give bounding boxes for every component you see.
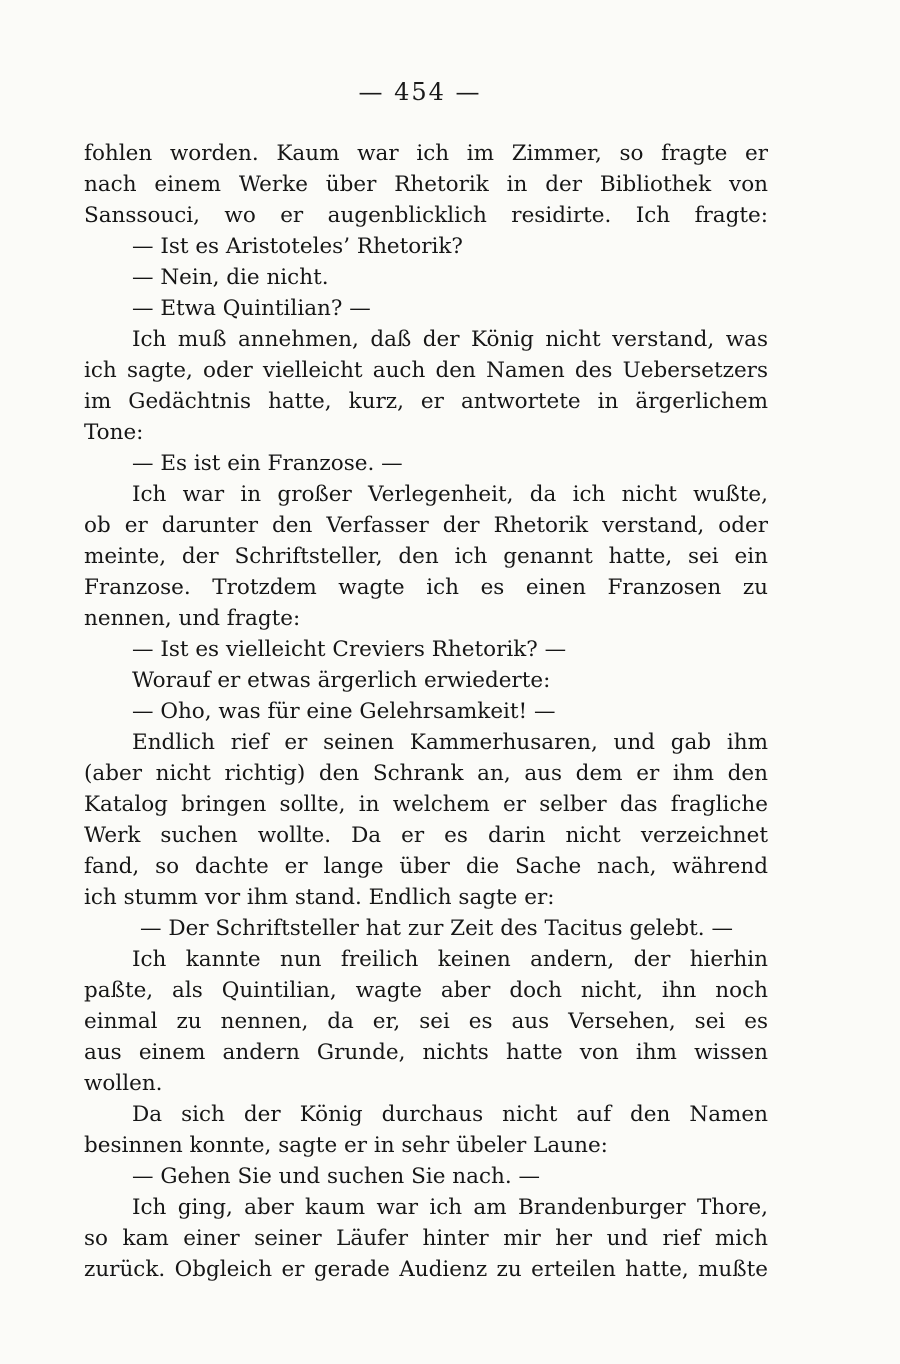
text-line: Werk suchen wollte. Da er es darin nicht verzeichnet — [84, 823, 768, 848]
paragraph-start-line: Ich muß annehmen, daß der König nicht verstand, was — [132, 327, 768, 352]
paragraph-start-line: Da sich der König durchaus nicht auf den Namen — [132, 1102, 768, 1127]
text-line: ob er darunter den Verfasser der Rhetorik verstand, oder — [84, 513, 768, 538]
text-line: einmal zu nennen, da er, sei es aus Versehen, sei es — [84, 1009, 768, 1034]
text-line: Katalog bringen sollte, in welchem er selber das fragliche — [84, 792, 768, 817]
text-line: Franzose. Trotzdem wagte ich es einen Franzosen zu — [84, 575, 768, 600]
paragraph-start-line: Worauf er etwas ärgerlich erwiederte: — [132, 668, 551, 693]
paragraph-start-line: Ich kannte nun freilich keinen andern, der hierhin — [132, 947, 768, 972]
text-line: besinnen konnte, sagte er in sehr übeler Laune: — [84, 1133, 608, 1158]
dialogue-line: — Der Schriftsteller hat zur Zeit des Tacitus gelebt. — — [140, 916, 733, 941]
text-line: ich sagte, oder vielleicht auch den Namen des Uebersetzers — [84, 358, 768, 383]
paragraph-start-line: Ich war in großer Verlegenheit, da ich nicht wußte, — [132, 482, 768, 507]
dialogue-line: — Es ist ein Franzose. — — [132, 451, 403, 476]
body-text — [84, 138, 768, 1285]
text-line: ich stumm vor ihm stand. Endlich sagte er: — [84, 885, 555, 910]
dialogue-line: — Gehen Sie und suchen Sie nach. — — [132, 1164, 540, 1189]
text-line: nach einem Werke über Rhetorik in der Bibliothek von — [84, 172, 768, 197]
text-line: zurück. Obgleich er gerade Audienz zu erteilen hatte, mußte — [84, 1257, 768, 1282]
text-line: im Gedächtnis hatte, kurz, er antwortete in ärgerlichem — [84, 389, 768, 414]
dialogue-line: — Etwa Quintilian? — — [132, 296, 371, 321]
text-line: Tone: — [84, 420, 144, 445]
dialogue-line: — Ist es vielleicht Creviers Rhetorik? — — [132, 637, 567, 662]
text-line: nennen, und fragte: — [84, 606, 301, 631]
text-line: (aber nicht richtig) den Schrank an, aus dem er ihm den — [84, 761, 768, 786]
paragraph-start-line: Endlich rief er seinen Kammerhusaren, und gab ihm — [132, 730, 768, 755]
dialogue-line: — Oho, was für eine Gelehrsamkeit! — — [132, 699, 556, 724]
paragraph-start-line: Ich ging, aber kaum war ich am Brandenburger Thore, — [132, 1195, 768, 1220]
text-line: fand, so dachte er lange über die Sache nach, während — [84, 854, 768, 879]
dialogue-line: — Nein, die nicht. — [132, 265, 329, 290]
text-line: wollen. — [84, 1071, 163, 1096]
page-number: — 454 — — [358, 78, 482, 106]
text-line: paßte, als Quintilian, wagte aber doch nicht, ihn noch — [84, 978, 768, 1003]
text-line: aus einem andern Grunde, nichts hatte von ihm wissen — [84, 1040, 768, 1065]
dialogue-line: — Ist es Aristoteles’ Rhetorik? — [132, 234, 463, 259]
text-line: fohlen worden. Kaum war ich im Zimmer, so fragte er — [84, 141, 768, 166]
text-line: Sanssouci, wo er augenblicklich residirte. Ich fragte: — [84, 203, 768, 228]
text-line: meinte, der Schriftsteller, den ich genannt hatte, sei ein — [84, 544, 768, 569]
text-line: so kam einer seiner Läufer hinter mir her und rief mich — [84, 1226, 768, 1251]
